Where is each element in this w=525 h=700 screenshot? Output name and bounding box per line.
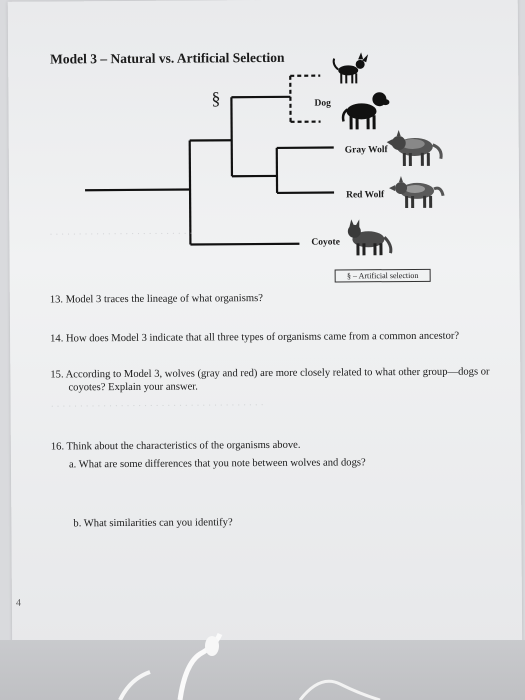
label-dog: Dog (314, 98, 331, 109)
question-16a: a. What are some differences that you note between wolves and dogs? (68, 457, 366, 471)
label-coyote: Coyote (311, 237, 340, 248)
canid-node (231, 97, 232, 176)
question-15-line-1: 15. According to Model 3, wolves (gray and red) are more closely related to what other group—dogs or (50, 366, 490, 381)
question-13: 13. Model 3 traces the lineage of what organisms? (49, 293, 263, 306)
red-wolf-icon (389, 176, 443, 208)
legend-box: § – Artificial selection (335, 269, 431, 283)
chihuahua-icon (334, 52, 369, 83)
question-16: 16. Think about the characteristics of the organisms above. (50, 439, 301, 453)
question-16b: b. What similarities can you identify? (73, 517, 233, 530)
bleed-through-text: · · · · · · · · · · · · · · · · · · · · · · · · · (49, 228, 193, 241)
model-title: Model 3 – Natural vs. Artificial Selection (50, 49, 285, 67)
label-gray-wolf: Gray Wolf (344, 145, 388, 156)
question-14: 14. How does Model 3 indicate that all three types of organisms came from a common ancestor? (50, 330, 460, 345)
artificial-selection-symbol: § (211, 88, 221, 109)
black-dog-icon (343, 92, 390, 129)
coyote-icon (348, 219, 391, 255)
earphone-cable (0, 624, 525, 700)
gray-wolf-icon (387, 130, 442, 166)
question-15-line-2: coyotes? Explain your answer. (68, 381, 198, 394)
page-number: 4 (15, 597, 21, 609)
coyote-branch (190, 244, 299, 245)
worksheet-page (8, 0, 523, 654)
tree-root-branch (85, 190, 190, 191)
phylogenetic-tree (8, 0, 520, 302)
bleed-through-text: · · · · · · · · · · · · · · · · · · · · · · · · · · · · · · · · · · · · · (50, 400, 264, 413)
label-red-wolf: Red Wolf (346, 190, 385, 201)
